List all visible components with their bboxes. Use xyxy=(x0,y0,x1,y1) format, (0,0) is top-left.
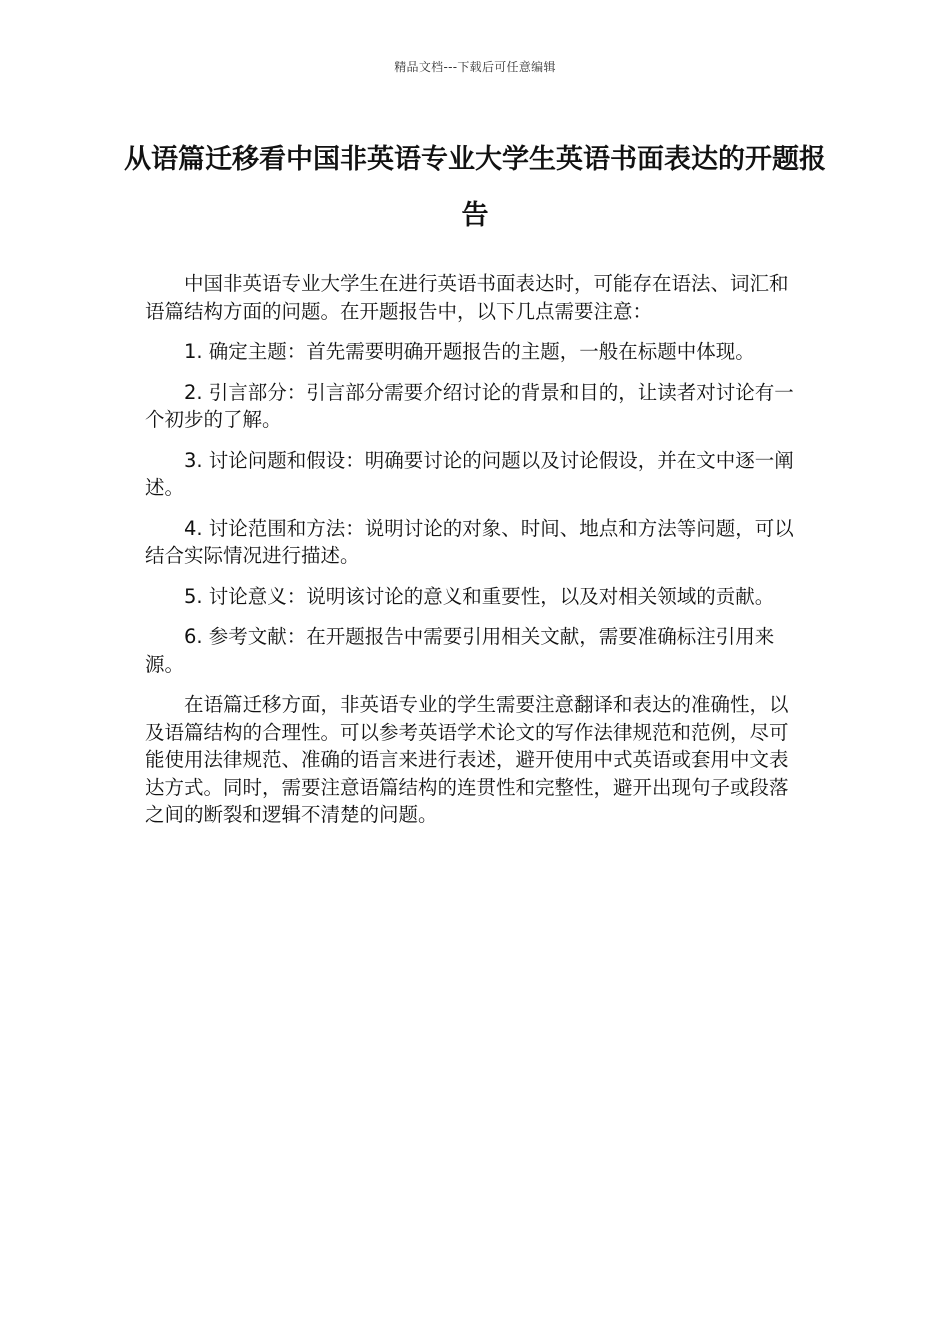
list-item-references: 6. 参考文献：在开题报告中需要引用相关文献，需要准确标注引用来源。 xyxy=(145,625,775,676)
intro-paragraph: 中国非英语专业大学生在进行英语书面表达时，可能存在语法、词汇和语篇结构方面的问题。在开题报告中，以下几点需要注意： xyxy=(145,272,789,323)
list-item-significance: 5. 讨论意义：说明该讨论的意义和重要性，以及对相关领域的贡献。 xyxy=(184,584,775,608)
document-title: 从语篇迁移看中国非英语专业大学生英语书面表达的开题报告 xyxy=(124,144,826,231)
header-note: 精品文档---下载后可任意编辑 xyxy=(394,60,556,74)
list-item-scope-method: 4. 讨论范围和方法：说明讨论的对象、时间、地点和方法等问题，可以结合实际情况进行描述。 xyxy=(145,516,794,567)
list-item-introduction: 2. 引言部分：引言部分需要介绍讨论的背景和目的，让读者对讨论有一个初步的了解。 xyxy=(145,380,794,431)
list-item-topic: 1. 确定主题：首先需要明确开题报告的主题，一般在标题中体现。 xyxy=(184,340,755,363)
document-body xyxy=(145,270,807,842)
closing-paragraph: 在语篇迁移方面，非英语专业的学生需要注意翻译和表达的准确性，以及语篇结构的合理性。可以参考英语学术论文的写作法律规范和范例，尽可能使用法律规范、准确的语言来进行表述，避开使用中式英语或套用中文表达方式。同时，需要注意语篇结构的连贯性和完整性，避开出现句子或段落之间的断裂和逻辑不清楚的问题。 xyxy=(145,693,789,826)
list-item-questions: 3. 讨论问题和假设：明确要讨论的问题以及讨论假设，并在文中逐一阐述。 xyxy=(145,448,794,499)
